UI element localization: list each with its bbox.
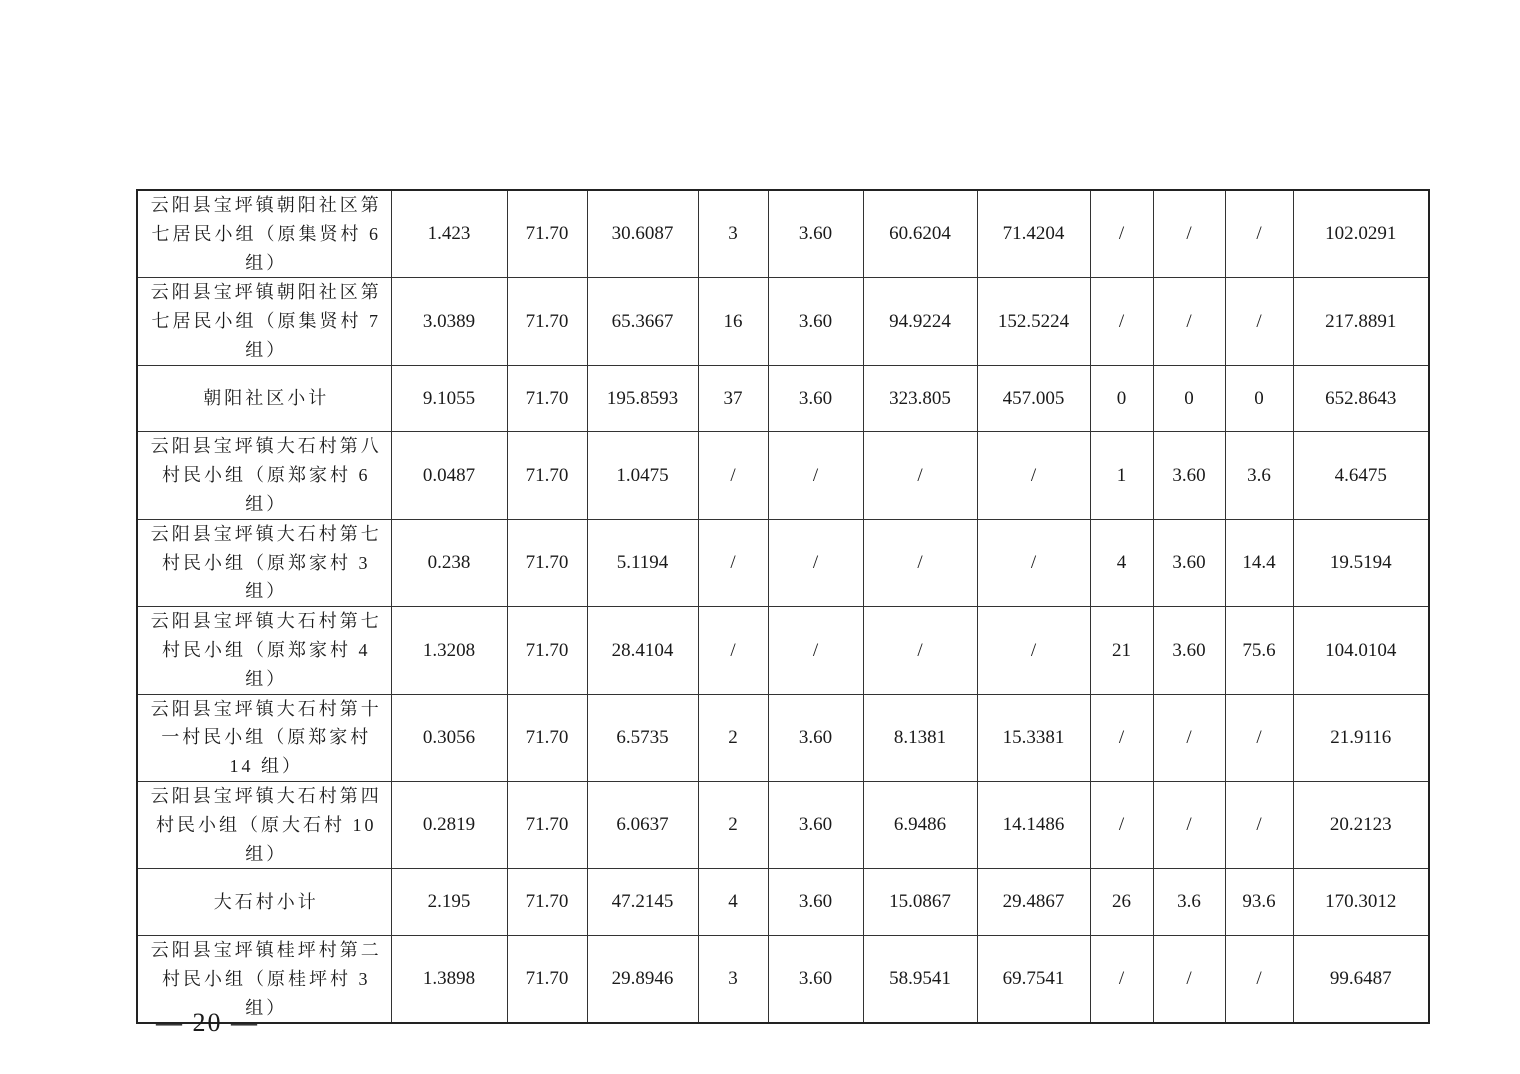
- table-row: [137, 607, 1429, 694]
- row-name-cell: 朝阳社区小计: [137, 365, 391, 432]
- table-cell: /: [1153, 935, 1225, 1023]
- table-cell: 0.3056: [391, 694, 507, 781]
- row-name-cell: 云阳县宝坪镇大石村第四村民小组（原大石村 10 组）: [137, 781, 391, 868]
- table-cell: 58.9541: [863, 935, 977, 1023]
- table-cell: 94.9224: [863, 278, 977, 365]
- table-cell: /: [863, 607, 977, 694]
- table-cell: 170.3012: [1293, 869, 1429, 936]
- table-cell: /: [977, 519, 1090, 606]
- table-cell: 0.0487: [391, 432, 507, 519]
- table-row: [137, 694, 1429, 781]
- table-cell: 3.6: [1153, 869, 1225, 936]
- row-name-cell: 云阳县宝坪镇朝阳社区第七居民小组（原集贤村 6 组）: [137, 190, 391, 278]
- table-cell: 21.9116: [1293, 694, 1429, 781]
- table-cell: 21: [1090, 607, 1153, 694]
- table-cell: 3: [698, 935, 768, 1023]
- table-row: [137, 190, 1429, 278]
- table-cell: 652.8643: [1293, 365, 1429, 432]
- table-cell: 29.4867: [977, 869, 1090, 936]
- table-cell: 75.6: [1225, 607, 1293, 694]
- table-cell: /: [1225, 190, 1293, 278]
- table-cell: 1.423: [391, 190, 507, 278]
- table-cell: /: [863, 519, 977, 606]
- table-cell: 15.0867: [863, 869, 977, 936]
- table-cell: /: [698, 432, 768, 519]
- table-cell: 2: [698, 781, 768, 868]
- table-cell: 29.8946: [587, 935, 698, 1023]
- table-cell: 3.60: [768, 365, 863, 432]
- table-cell: /: [1090, 278, 1153, 365]
- table-cell: /: [768, 432, 863, 519]
- table-cell: /: [863, 432, 977, 519]
- table-cell: 1.3898: [391, 935, 507, 1023]
- table-cell: /: [768, 519, 863, 606]
- table-cell: 0: [1090, 365, 1153, 432]
- table-cell: 30.6087: [587, 190, 698, 278]
- table-cell: 5.1194: [587, 519, 698, 606]
- table-cell: 26: [1090, 869, 1153, 936]
- table-cell: 3.60: [1153, 607, 1225, 694]
- row-name-cell: 大石村小计: [137, 869, 391, 936]
- table-cell: /: [1225, 781, 1293, 868]
- table-cell: 2: [698, 694, 768, 781]
- table-row: [137, 432, 1429, 519]
- table-cell: 6.0637: [587, 781, 698, 868]
- table-cell: 104.0104: [1293, 607, 1429, 694]
- table-row: [137, 781, 1429, 868]
- table-cell: 3.60: [1153, 519, 1225, 606]
- table-cell: /: [768, 607, 863, 694]
- table-cell: 323.805: [863, 365, 977, 432]
- table-cell: 28.4104: [587, 607, 698, 694]
- table-cell: 2.195: [391, 869, 507, 936]
- table-row: [137, 365, 1429, 432]
- table-cell: 71.70: [507, 781, 587, 868]
- table-cell: 3.60: [768, 781, 863, 868]
- table-cell: /: [1090, 935, 1153, 1023]
- table-cell: 0.238: [391, 519, 507, 606]
- table-cell: 0: [1225, 365, 1293, 432]
- table-cell: 3: [698, 190, 768, 278]
- table-cell: 71.70: [507, 935, 587, 1023]
- table-cell: 3.60: [768, 935, 863, 1023]
- table-cell: 3.60: [1153, 432, 1225, 519]
- page-number: — 20 —: [156, 1008, 259, 1037]
- table-cell: /: [977, 432, 1090, 519]
- table-cell: 8.1381: [863, 694, 977, 781]
- table-cell: /: [1090, 781, 1153, 868]
- table-cell: 14.1486: [977, 781, 1090, 868]
- table-cell: 37: [698, 365, 768, 432]
- table-cell: 93.6: [1225, 869, 1293, 936]
- table-cell: 3.0389: [391, 278, 507, 365]
- row-name-cell: 云阳县宝坪镇朝阳社区第七居民小组（原集贤村 7 组）: [137, 278, 391, 365]
- table-row: [137, 278, 1429, 365]
- table-cell: 60.6204: [863, 190, 977, 278]
- table-cell: 71.70: [507, 278, 587, 365]
- table-cell: 71.70: [507, 869, 587, 936]
- row-name-cell: 云阳县宝坪镇桂坪村第二村民小组（原桂坪村 3 组）: [137, 935, 391, 1023]
- table-cell: 3.60: [768, 694, 863, 781]
- table-cell: 71.70: [507, 519, 587, 606]
- table-cell: 47.2145: [587, 869, 698, 936]
- table-cell: 0: [1153, 365, 1225, 432]
- table-cell: 3.6: [1225, 432, 1293, 519]
- table-cell: 0.2819: [391, 781, 507, 868]
- table-cell: 19.5194: [1293, 519, 1429, 606]
- table-cell: 14.4: [1225, 519, 1293, 606]
- table-cell: /: [1090, 190, 1153, 278]
- table-cell: 457.005: [977, 365, 1090, 432]
- table-cell: 102.0291: [1293, 190, 1429, 278]
- table-cell: 20.2123: [1293, 781, 1429, 868]
- row-name-cell: 云阳县宝坪镇大石村第八村民小组（原郑家村 6 组）: [137, 432, 391, 519]
- table-cell: 71.70: [507, 694, 587, 781]
- table-cell: 1: [1090, 432, 1153, 519]
- table-cell: 217.8891: [1293, 278, 1429, 365]
- table-cell: 9.1055: [391, 365, 507, 432]
- table-cell: 4: [698, 869, 768, 936]
- table-row: [137, 869, 1429, 936]
- table-cell: 3.60: [768, 278, 863, 365]
- table-cell: /: [977, 607, 1090, 694]
- row-name-cell: 云阳县宝坪镇大石村第七村民小组（原郑家村 3 组）: [137, 519, 391, 606]
- table-cell: 1.0475: [587, 432, 698, 519]
- table-cell: /: [698, 519, 768, 606]
- table-cell: 1.3208: [391, 607, 507, 694]
- table-cell: 3.60: [768, 190, 863, 278]
- table-cell: 71.70: [507, 607, 587, 694]
- table-cell: 4.6475: [1293, 432, 1429, 519]
- table-cell: 71.4204: [977, 190, 1090, 278]
- table-cell: 99.6487: [1293, 935, 1429, 1023]
- compensation-table: [136, 189, 1430, 1024]
- table-cell: 6.9486: [863, 781, 977, 868]
- row-name-cell: 云阳县宝坪镇大石村第七村民小组（原郑家村 4 组）: [137, 607, 391, 694]
- table-cell: 4: [1090, 519, 1153, 606]
- table-cell: /: [1153, 781, 1225, 868]
- table-cell: 71.70: [507, 365, 587, 432]
- row-name-cell: 云阳县宝坪镇大石村第十一村民小组（原郑家村 14 组）: [137, 694, 391, 781]
- table-row: [137, 519, 1429, 606]
- table-cell: /: [1153, 190, 1225, 278]
- table-cell: /: [1225, 694, 1293, 781]
- table-row: [137, 935, 1429, 1023]
- table-cell: 6.5735: [587, 694, 698, 781]
- table-cell: /: [1225, 935, 1293, 1023]
- table-cell: 3.60: [768, 869, 863, 936]
- table-cell: 71.70: [507, 432, 587, 519]
- table-cell: 69.7541: [977, 935, 1090, 1023]
- table-cell: 65.3667: [587, 278, 698, 365]
- table-cell: /: [1090, 694, 1153, 781]
- table-cell: 152.5224: [977, 278, 1090, 365]
- table-cell: 195.8593: [587, 365, 698, 432]
- table-cell: 71.70: [507, 190, 587, 278]
- table-cell: /: [1153, 278, 1225, 365]
- table-body: [137, 190, 1429, 1023]
- table-cell: /: [1225, 278, 1293, 365]
- table-cell: /: [1153, 694, 1225, 781]
- table-cell: 15.3381: [977, 694, 1090, 781]
- table-cell: /: [698, 607, 768, 694]
- table-cell: 16: [698, 278, 768, 365]
